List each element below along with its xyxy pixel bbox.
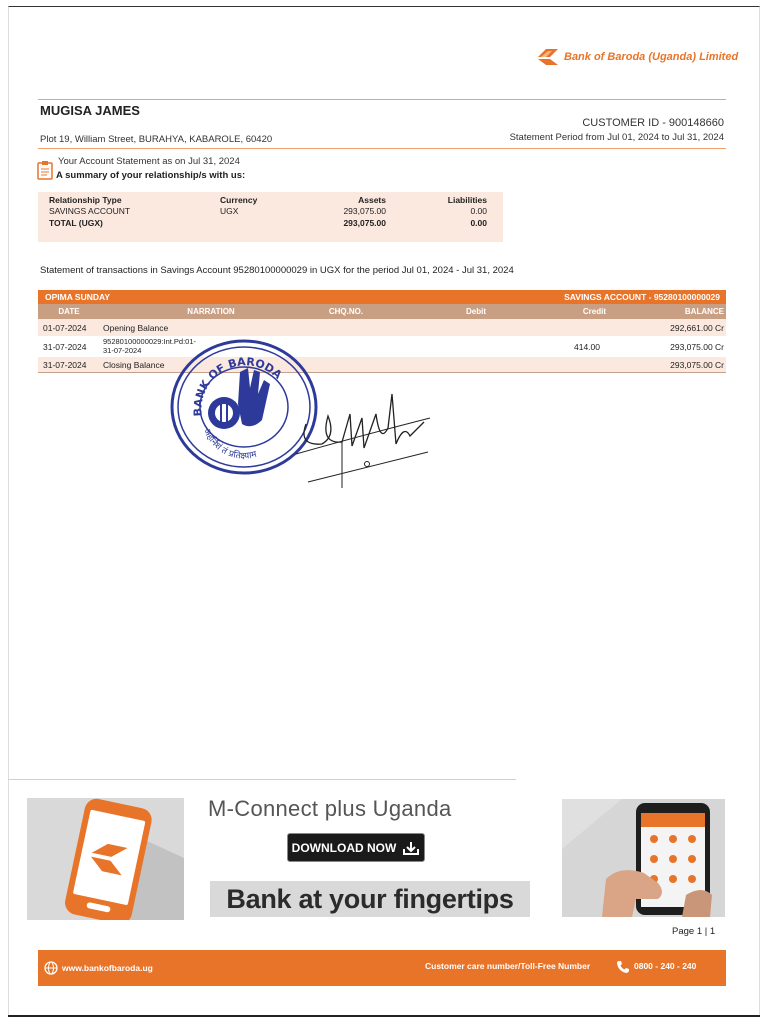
transactions-title-bar — [38, 290, 726, 304]
col-narration: NARRATION — [187, 307, 235, 316]
summary-currency: UGX — [220, 206, 239, 216]
summary-col-type: Relationship Type — [49, 195, 122, 205]
table-row — [38, 319, 726, 336]
footer-bar — [38, 950, 726, 986]
customer-address: Plot 19, William Street, BURAHYA, KABAROLE, 60420 — [40, 134, 273, 145]
signature-icon — [292, 384, 442, 494]
summary-heading: A summary of your relationship/s with us: — [56, 170, 246, 181]
account-label: SAVINGS ACCOUNT - 95280100000029 — [564, 292, 720, 302]
statement-period: Statement Period from Jul 01, 2024 to Jul 31, 2024 — [509, 132, 724, 143]
page-label: Page — [672, 926, 695, 937]
download-now-button[interactable] — [287, 833, 425, 862]
footer-care-label: Customer care number/Toll-Free Number — [425, 961, 591, 971]
clipboard-icon — [37, 160, 53, 180]
stamp-motto: अहर्निशं तं प्रतिक्ष्याम — [201, 427, 258, 462]
statement-as-of: Your Account Statement as on Jul 31, 2024 — [58, 156, 240, 167]
globe-icon — [44, 961, 58, 975]
bank-name: Bank of Baroda (Uganda) Limited — [564, 51, 739, 63]
bank-logo — [536, 48, 738, 66]
row-narration-line2: 31-07-2024 — [103, 346, 142, 355]
transactions-header-row — [38, 304, 726, 319]
mobile-app-graphic — [27, 798, 184, 920]
row-narration: Opening Balance — [103, 323, 169, 333]
row-date: 01-07-2024 — [43, 323, 87, 333]
summary-total-assets: 293,075.00 — [343, 218, 386, 228]
row-date: 31-07-2024 — [43, 342, 87, 352]
bottom-border — [8, 1015, 760, 1017]
download-icon — [402, 841, 420, 855]
row-balance: 293,075.00 Cr — [670, 342, 724, 352]
customer-name: MUGISA JAMES — [40, 103, 140, 118]
account-holder: OPIMA SUNDAY — [45, 292, 111, 302]
download-label: DOWNLOAD NOW — [291, 840, 397, 855]
row-balance: 292,661.00 Cr — [670, 323, 724, 333]
row-credit: 414.00 — [574, 342, 600, 352]
col-credit: Credit — [582, 307, 606, 316]
customer-id: CUSTOMER ID - 900148660 — [582, 117, 724, 129]
promo-divider — [8, 779, 516, 780]
footer-toll-free-number: 0800 - 240 - 240 — [634, 961, 697, 971]
summary-total-label: TOTAL (UGX) — [49, 218, 103, 228]
stamp-text: BANK OF BARODA — [191, 355, 285, 417]
hand-holding-phone-graphic — [562, 799, 725, 917]
summary-col-assets: Assets — [358, 195, 386, 205]
phone-icon — [616, 960, 630, 974]
table-row — [38, 336, 726, 357]
summary-total-liabilities: 0.00 — [470, 218, 487, 228]
col-debit: Debit — [466, 307, 486, 316]
summary-col-currency: Currency — [220, 195, 258, 205]
statement-intro: Statement of transactions in Savings Account 95280100000029 in UGX for the period Jul 01, 2024 - Jul 31, 2024 — [40, 265, 514, 276]
col-balance: BALANCE — [684, 307, 724, 316]
customer-divider — [38, 148, 726, 149]
page-number — [672, 926, 715, 937]
col-date: DATE — [58, 307, 80, 316]
row-balance: 293,075.00 Cr — [670, 360, 724, 370]
row-date: 31-07-2024 — [43, 360, 87, 370]
summary-assets: 293,075.00 — [343, 206, 386, 216]
table-row — [38, 357, 726, 373]
summary-total-row — [38, 218, 503, 230]
mobile-phone-icon — [27, 798, 184, 920]
footer-website-link[interactable]: www.bankofbaroda.ug — [62, 963, 153, 973]
summary-table — [38, 192, 503, 242]
header-divider — [38, 99, 726, 100]
summary-type: SAVINGS ACCOUNT — [49, 206, 131, 216]
baroda-sun-logo-icon — [536, 48, 560, 66]
page-current: 1 — [696, 926, 703, 937]
summary-liabilities: 0.00 — [470, 206, 487, 216]
row-narration: 95280100000029:Int.Pd:01- — [103, 337, 196, 346]
summary-col-liabilities: Liabilities — [447, 195, 487, 205]
page-total: 1 — [709, 926, 716, 937]
summary-row — [38, 206, 503, 218]
row-narration: Closing Balance — [103, 360, 165, 370]
promo-title: M-Connect plus Uganda — [208, 796, 452, 821]
phone-in-hand-icon — [562, 799, 725, 917]
page-separator: | — [704, 926, 708, 937]
promo-tagline: Bank at your fingertips — [210, 881, 530, 917]
col-chq: CHQ.NO. — [328, 307, 364, 316]
